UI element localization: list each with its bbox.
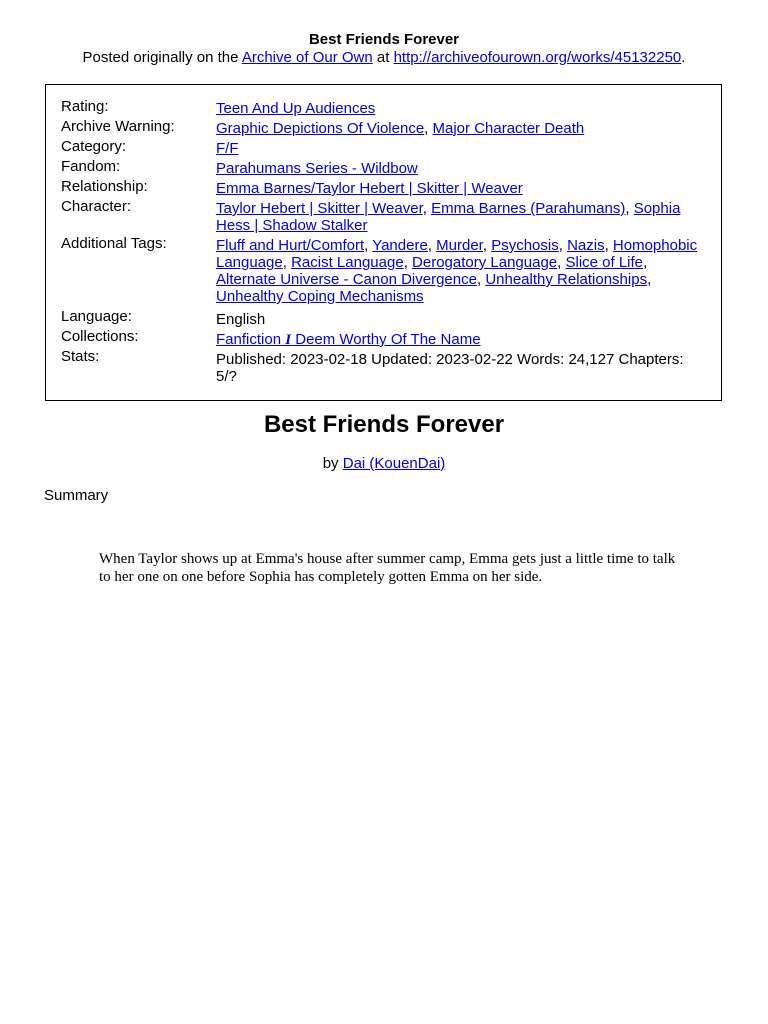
tag-link[interactable]: Fluff and Hurt/Comfort [216,237,365,254]
comma: , [282,254,292,271]
comma: , [625,200,634,217]
rating-link[interactable]: Teen And Up Audiences [216,100,376,117]
comma: , [482,237,492,254]
warning-value [216,120,706,137]
category-label: Category: [61,138,127,155]
collection-name-part: Fanfiction [216,331,282,348]
comma: , [424,120,433,137]
relationship-value [216,180,706,197]
byline [0,455,768,472]
collection-name-part: I [285,332,292,348]
collections-label: Collections: [61,328,139,345]
language-value: English [216,311,266,328]
tag-link[interactable]: Unhealthy Coping Mechanisms [216,288,424,305]
posted-period: . [681,49,686,66]
collection-link[interactable] [216,331,481,348]
work-url-link[interactable]: http://archiveofourown.org/works/45132250 [393,49,682,66]
posted-at: at [376,49,390,66]
tag-link[interactable]: Homophobic Language [216,237,698,271]
warning-label: Archive Warning: [61,118,175,135]
language-label: Language: [61,308,132,325]
comma: , [427,237,437,254]
tag-link[interactable]: Psychosis [491,237,559,254]
warning-link[interactable]: Graphic Depictions Of Violence [216,120,425,137]
tag-link[interactable]: Racist Language [291,254,404,271]
author-link[interactable]: Dai (KouenDai) [342,455,446,472]
tag-link[interactable]: Nazis [567,237,605,254]
fandom-label: Fandom: [61,158,121,175]
comma: , [604,237,613,254]
fandom-link[interactable]: Parahumans Series - Wildbow [216,160,418,177]
by-text: by [322,455,339,472]
posted-line [0,49,768,66]
warning-link[interactable]: Major Character Death [432,120,585,137]
archive-link[interactable]: Archive of Our Own [241,49,373,66]
relationship-link[interactable]: Emma Barnes/Taylor Hebert | Skitter | Weaver [216,180,523,197]
summary-heading: Summary [44,487,109,504]
comma: , [643,254,648,271]
collection-name-part: Deem Worthy Of The Name [295,331,481,348]
category-link[interactable]: F/F [216,140,239,157]
tag-link[interactable]: Yandere [372,237,428,254]
stats-label: Stats: [61,348,100,365]
fandom-value [216,160,706,177]
rating-label: Rating: [61,98,109,115]
tag-link[interactable]: Derogatory Language [412,254,558,271]
character-link[interactable]: Emma Barnes (Parahumans) [431,200,626,217]
rating-value [216,100,706,117]
character-label: Character: [61,198,132,215]
stats-value: Published: 2023-02-18 Updated: 2023-02-22 Words: 24,127 Chapters: 5/? [216,351,684,385]
posted-prefix: Posted originally on the [82,49,239,66]
work-title: Best Friends Forever [263,411,505,438]
summary-text: When Taylor shows up at Emma's house after summer camp, Emma gets just a little time to talk to her one on one before Sophia has completely gotten Emma on her side. [99,551,676,585]
collections-value [216,331,706,349]
character-link[interactable]: Taylor Hebert | Skitter | Weaver [216,200,423,217]
tag-link[interactable]: Alternate Universe - Canon Divergence [216,271,477,288]
comma: , [557,254,566,271]
document-title: Best Friends Forever [308,31,460,48]
comma: , [403,254,413,271]
tag-link[interactable]: Unhealthy Relationships [485,271,648,288]
tag-link[interactable]: Slice of Life [565,254,644,271]
comma: , [476,271,486,288]
tag-link[interactable]: Murder [436,237,483,254]
work-metadata-box [45,84,722,401]
comma: , [647,271,652,288]
category-value [216,140,706,157]
tags-value [216,237,706,305]
character-link[interactable]: Sophia Hess | Shadow Stalker [216,200,681,234]
comma: , [422,200,432,217]
comma: , [558,237,568,254]
comma: , [364,237,373,254]
character-value [216,200,706,234]
tags-label: Additional Tags: [61,235,167,252]
relationship-label: Relationship: [61,178,148,195]
